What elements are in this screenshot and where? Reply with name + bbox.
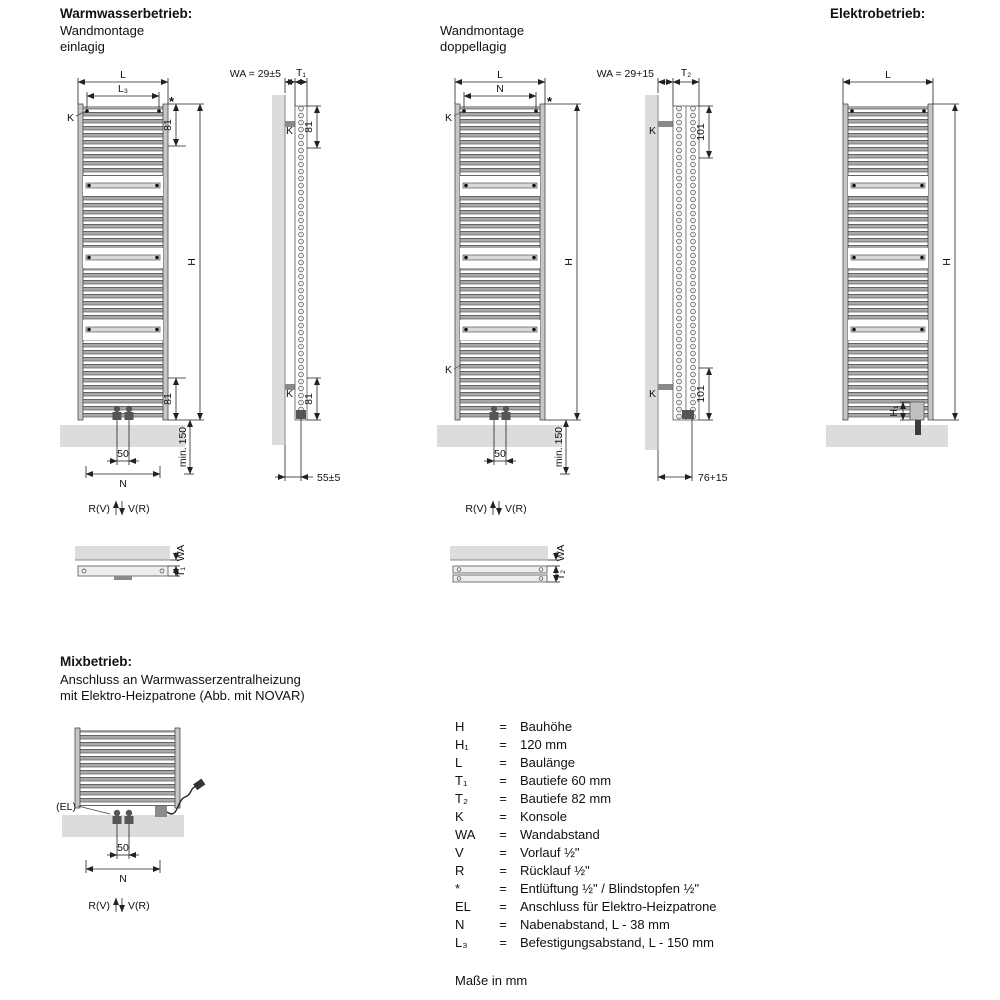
- legend-text: Bautiefe 60 mm: [520, 773, 612, 788]
- floor-band: [60, 425, 185, 447]
- legend-sym: WA: [455, 827, 476, 842]
- dim-T2-label: T₂: [680, 67, 692, 79]
- side-view-einlagig: [230, 67, 341, 484]
- dim-101-top-label: 101: [695, 123, 707, 141]
- warmwasser-sub1: Wandmontage: [60, 23, 145, 38]
- legend-sym: *: [455, 881, 461, 896]
- dim-T1-top-label: T₁: [175, 567, 187, 577]
- legend-sym: H: [455, 719, 465, 734]
- dim-81-top-label: 81: [162, 119, 174, 131]
- dim-K-label: K: [66, 112, 74, 124]
- flow-VR-label: V(R): [505, 503, 527, 515]
- dim-EL-label: (EL): [56, 801, 76, 813]
- legend-sym: L: [455, 755, 463, 770]
- legend-eq: =: [499, 737, 507, 752]
- dim-T2-top-label: T₂: [555, 569, 567, 581]
- side-view-doppellagig: [597, 67, 728, 484]
- dim-K-side-top-label: K: [648, 125, 656, 137]
- legend-sym: T₁: [455, 773, 468, 788]
- flow-VR-label: V(R): [128, 503, 150, 515]
- dim-H-label: H: [186, 258, 198, 266]
- legend-eq: =: [499, 809, 507, 824]
- dim-WA-top-label: WA: [555, 544, 567, 562]
- wall-band: [272, 95, 285, 445]
- mix-drawing: [56, 728, 205, 912]
- legend-sym: L₃: [455, 935, 468, 950]
- dim-H-label: H: [563, 258, 575, 266]
- legend-text: Befestigungsabstand, L - 150 mm: [520, 935, 714, 950]
- dim-N-top-label: N: [496, 83, 504, 95]
- legend-text: Nabenabstand, L - 38 mm: [520, 917, 670, 932]
- legend-eq: =: [499, 881, 507, 896]
- dim-50-label: 50: [117, 448, 129, 460]
- legend-sym: T₂: [455, 791, 468, 806]
- warmwasser-sub2: einlagig: [60, 39, 105, 54]
- tube-field: [80, 730, 175, 806]
- flow-VR-label: V(R): [128, 900, 150, 912]
- legend-text: Baulänge: [520, 755, 575, 770]
- legend-sym: H₁: [455, 737, 469, 752]
- dim-76p15-label: 76+15: [698, 472, 728, 484]
- flow-RV-label: R(V): [88, 900, 110, 912]
- legend-sym: R: [455, 863, 465, 878]
- dim-81-side-top-label: 81: [303, 121, 315, 133]
- radiator-profile: [295, 106, 307, 420]
- dim-N-label: N: [119, 478, 127, 490]
- flow-RV-label: R(V): [88, 503, 110, 515]
- dim-min150-label: min. 150: [553, 426, 565, 468]
- legend-text: 120 mm: [520, 737, 567, 752]
- legend-sym: N: [455, 917, 465, 932]
- mix-title: Mixbetrieb:: [60, 654, 133, 669]
- legend-footer: Maße in mm: [455, 973, 528, 988]
- dim-T1-label: T₁: [296, 67, 306, 79]
- dim-L-label: L: [885, 69, 891, 81]
- dim-101-bottom-label: 101: [695, 385, 707, 403]
- legend-text: Entlüftung ½" / Blindstopfen ½": [520, 881, 700, 896]
- legend-sym: V: [455, 845, 464, 860]
- dim-L-label: L: [120, 69, 126, 81]
- doppellagig-sub2: doppellagig: [440, 39, 507, 54]
- legend-text: Wandabstand: [520, 827, 600, 842]
- legend-eq: =: [499, 845, 507, 860]
- legend-eq: =: [499, 755, 507, 770]
- front-view-elektro: [826, 69, 959, 447]
- legend-sym: K: [455, 809, 464, 824]
- dim-K-side-bottom-label: K: [648, 388, 656, 400]
- flow-RV-label: R(V): [465, 503, 487, 515]
- legend-eq: =: [499, 719, 507, 734]
- vent-star-label: *: [547, 94, 553, 109]
- floor-band: [62, 815, 184, 837]
- dim-H-label: H: [941, 258, 953, 266]
- legend-eq: =: [499, 917, 507, 932]
- dim-81-side-bottom-label: 81: [303, 393, 315, 405]
- legend-text: Bauhöhe: [520, 719, 573, 734]
- dim-min150-label: min. 150: [177, 426, 189, 468]
- floor-band: [437, 425, 562, 447]
- legend-text: Anschluss für Elektro-Heizpatrone: [520, 899, 717, 914]
- dim-WA29p15-label: WA = 29+15: [596, 68, 654, 80]
- legend-eq: =: [499, 863, 507, 878]
- vent-star-label: *: [169, 94, 175, 109]
- floor-band: [826, 425, 948, 447]
- dim-H1-label: H₁: [888, 405, 900, 417]
- front-view-doppellagig: [437, 69, 581, 515]
- dim-L3-label: L₃: [117, 83, 129, 95]
- legend-text: Bautiefe 82 mm: [520, 791, 612, 806]
- dim-K-label: K: [444, 112, 452, 124]
- legend-sym: EL: [455, 899, 471, 914]
- dim-K-side-bottom-label: K: [285, 388, 293, 400]
- dim-81-bottom-label: 81: [162, 393, 174, 405]
- doppellagig-sub1: Wandmontage: [440, 23, 525, 38]
- dim-50-label: 50: [494, 448, 506, 460]
- dim-55pm5-label: 55±5: [317, 472, 341, 484]
- top-view-einlagig: [75, 545, 187, 580]
- legend-text: Vorlauf ½": [520, 845, 580, 860]
- elektro-title: Elektrobetrieb:: [830, 6, 926, 21]
- front-view-einlagig: [60, 69, 204, 515]
- legend: [455, 719, 717, 988]
- dim-N-label: N: [119, 873, 127, 885]
- legend-text: Konsole: [520, 809, 567, 824]
- dim-WA-top-label: WA: [175, 544, 187, 562]
- dim-K-lower-label: K: [444, 364, 452, 376]
- dim-L-label: L: [497, 69, 503, 81]
- mix-line1: Anschluss an Warmwasserzentralheizung: [60, 672, 301, 687]
- legend-text: Rücklauf ½": [520, 863, 590, 878]
- dim-WA29pm5-label: WA = 29±5: [229, 68, 281, 80]
- dim-K-side-top-label: K: [285, 125, 293, 137]
- warmwasser-title: Warmwasserbetrieb:: [60, 6, 193, 21]
- mix-line2: mit Elektro-Heizpatrone (Abb. mit NOVAR): [60, 688, 305, 703]
- legend-eq: =: [499, 899, 507, 914]
- legend-eq: =: [499, 791, 507, 806]
- legend-eq: =: [499, 773, 507, 788]
- top-view-doppellagig: [450, 545, 567, 582]
- dim-50-label: 50: [117, 842, 129, 854]
- legend-eq: =: [499, 935, 507, 950]
- legend-eq: =: [499, 827, 507, 842]
